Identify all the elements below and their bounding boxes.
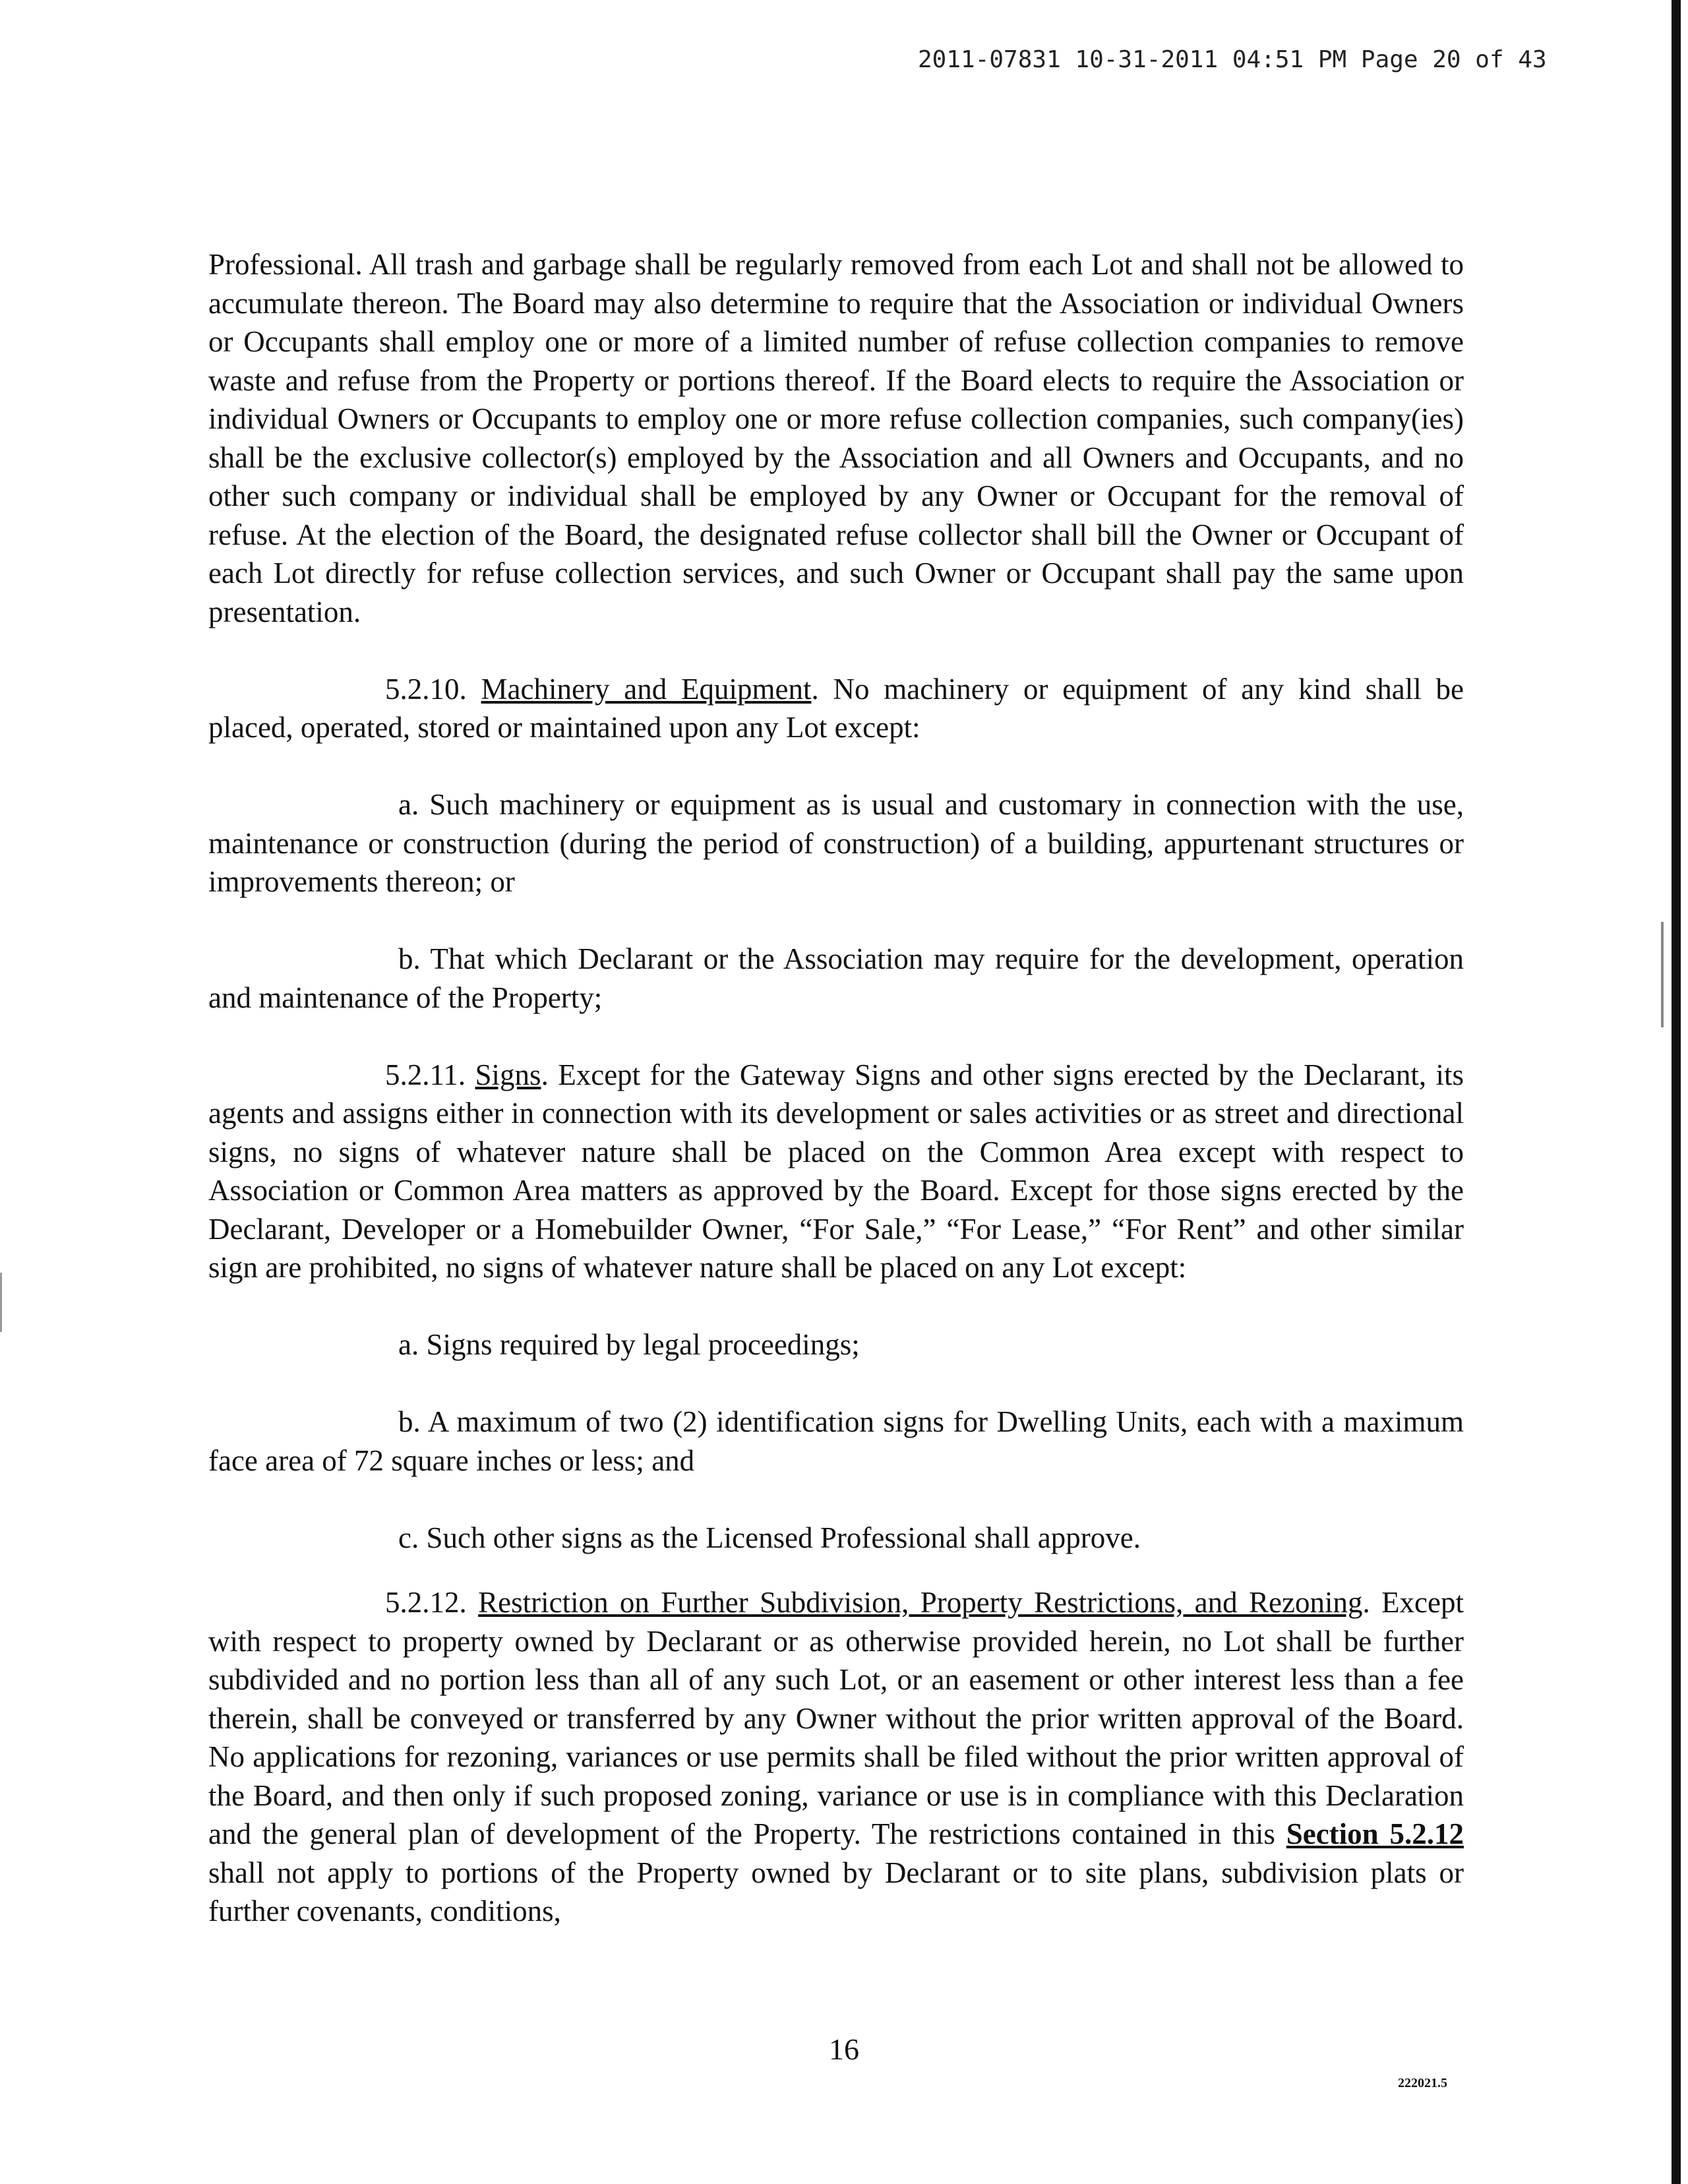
section-5-2-12: [208, 1583, 1464, 1931]
list-item-5-2-11-a: a. Signs required by legal proceedings;: [398, 1328, 860, 1361]
section-5-2-10: [208, 670, 1464, 747]
fax-header: 2011-07831 10-31-2011 04:51 PM Page 20 of 43: [918, 46, 1547, 73]
document-id: 222021.5: [1398, 2076, 1447, 2090]
section-number: 5.2.11.: [385, 1058, 466, 1091]
page-number: 16: [829, 2032, 859, 2066]
section-reference: Section 5.2.12: [1286, 1817, 1464, 1850]
scan-edge-mark: [1661, 922, 1664, 1027]
list-item-5-2-11-b: b. A maximum of two (2) identification signs for Dwelling Units, each with a maximum face area of 72 square inches or less; and: [208, 1405, 1464, 1477]
list-item-5-2-10-b: b. That which Declarant or the Association may require for the development, operation and maintenance of the Property;: [208, 942, 1464, 1014]
scan-edge-mark-left: [0, 1273, 2, 1332]
section-title: Restriction on Further Subdivision, Property Restrictions, and Rezoning: [478, 1586, 1363, 1619]
section-number: 5.2.10.: [385, 672, 467, 706]
section-title: Machinery and Equipment: [481, 672, 812, 706]
list-item-5-2-10-a: a. Such machinery or equipment as is usual and customary in connection with the use, maintenance or construction (during the period of construction) of a building, appurtenant structures or improvements thereon; or: [208, 788, 1464, 898]
section-body-continued: shall not apply to portions of the Property owned by Declarant or to site plans, subdivision plats or further covenants, conditions,: [208, 1856, 1464, 1927]
section-body: . Except with respect to property owned by Declarant or as otherwise provided herein, no Lot shall be further subdivided and no portion less than all of any such Lot, or an easement or other interest less than a fee therein, shall be conveyed or transferred by any Owner without the prior written approval of the Board. No applications for rezoning, variances or use permits shall be filed without the prior written approval of the Board, and then only if such proposed zoning, variance or use is in compliance with this Declaration and the general plan of development of the Property. The restrictions contained in this: [208, 1586, 1464, 1850]
scan-edge-bar: [1672, 0, 1681, 2184]
section-body: . No machinery or equipment of any kind shall be placed, operated, stored or maintained upon any Lot except:: [208, 672, 1464, 744]
document-body: [208, 245, 1464, 1931]
list-item-5-2-11-c: c. Such other signs as the Licensed Professional shall approve.: [398, 1521, 1141, 1554]
section-body: . Except for the Gateway Signs and other signs erected by the Declarant, its agents and assigns either in connection with its development or sales activities or as street and directional signs, no signs of whatever nature shall be placed on the Common Area except with respect to Association or Common Area matters as approved by the Board. Except for those signs erected by the Declarant, Developer or a Homebuilder Owner, “For Sale,” “For Lease,” “For Rent” and other similar sign are prohibited, no signs of whatever nature shall be placed on any Lot except:: [208, 1058, 1464, 1284]
paragraph-refuse: Professional. All trash and garbage shall be regularly removed from each Lot and shall not be allowed to accumulate thereon. The Board may also determine to require that the Association or individual Owners or Occupants shall employ one or more of a limited number of refuse collection companies to remove waste and refuse from the Property or portions thereof. If the Board elects to require the Association or individual Owners or Occupants to employ one or more refuse collection companies, such company(ies) shall be the exclusive collector(s) employed by the Association and all Owners and Occupants, and no other such company or individual shall be employed by any Owner or Occupant for the removal of refuse. At the election of the Board, the designated refuse collector shall bill the Owner or Occupant of each Lot directly for refuse collection services, and such Owner or Occupant shall pay the same upon presentation.: [208, 248, 1464, 628]
section-5-2-11: [208, 1056, 1464, 1287]
section-title: Signs: [475, 1058, 541, 1091]
section-number: 5.2.12.: [385, 1586, 467, 1619]
